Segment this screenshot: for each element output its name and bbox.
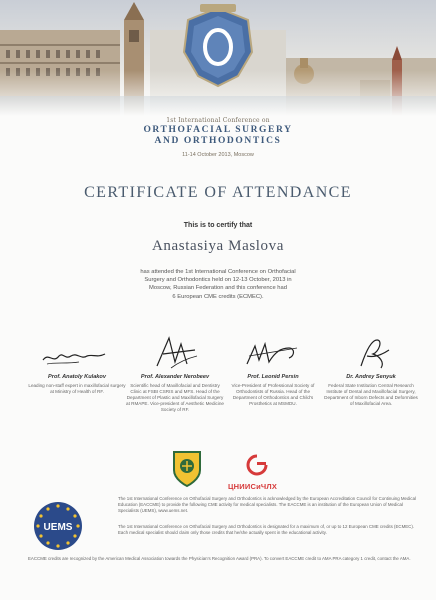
ama-paragraph: EACCME credits are recognized by the American Medical Association towards the Physician's Recognition Award (PRA). To convert EACCME credit to AMA PRA category 1 credit, contact the AMA.	[28, 556, 411, 561]
uems-logo	[28, 500, 88, 552]
cniis-logo	[228, 454, 288, 491]
signer-name: Prof. Leonid Persin	[247, 374, 299, 380]
cniis-emblem-icon	[246, 454, 268, 476]
signature-kulakov	[37, 334, 117, 372]
signatures-section	[28, 334, 420, 444]
conference-title-line1: ORTHOFACIAL SURGERY	[143, 125, 293, 135]
signature-nerobeev	[135, 334, 215, 372]
signer-name: Dr. Andrey Senyuk	[346, 374, 396, 380]
signer-description: Vice-President of Professional Society of Orthodontists of Russia. Head of the Department of Orthodontics and Child's Prosthetics at MSMDU.	[231, 383, 315, 406]
body-line: Moscow, Russian Federation and this conference had	[149, 285, 287, 292]
signature-persin	[233, 334, 313, 372]
signer-description: Federal State Institution Central Research Institute of Dental and Maxillofacial Surgery, Department of Inborn Defects and Deformities of Maxillofacial Area.	[324, 383, 418, 406]
certify-text: This is to certify that	[183, 222, 253, 229]
moscow-skyline-image	[0, 0, 436, 116]
certificate-title: CERTIFICATE OF ATTENDANCE	[84, 184, 352, 201]
conference-dates: 11-14 October 2013, Moscow	[182, 152, 254, 158]
signer-description: Scientific head of Maxillofacial and Dentistry Clinic at FSBI CSRIS and MFS. Head of the Department of Plastic and Maxillofacial Surgery at RMAPE. Vice-president of Aesthetic Medicine Society of RF.	[126, 383, 224, 412]
credits-paragraph: The 1st International Conference on Orthofacial Surgery and Orthodontics is designated for a maximum of, or up to 12 European CME credits (ECMEC). Each medical specialist should claim only those credits that he/she actually spent in the educational activity.	[118, 524, 415, 535]
body-line: has attended the 1st International Conference on Orthofacial	[140, 269, 296, 275]
signer-name: Prof. Anatoly Kulakov	[48, 374, 106, 380]
certificate-body	[118, 268, 318, 301]
accreditation-paragraph: The 1st International Conference on Orthofacial Surgery and Orthodontics is acknowledged by the European Accreditation Council for Continuing Medical Education (EACCME) to provide the following CME activity for medical specialists. The EACCME is an institution of the European Union of Medical Specialists (UEMS), www.uems.net.	[118, 496, 417, 513]
signature-senyuk	[331, 334, 411, 372]
accreditation-footer	[28, 496, 420, 596]
recipient-name: Anastasiya Maslova	[151, 238, 285, 254]
conference-edition: 1st International Conference on	[166, 117, 270, 124]
signer-persin	[224, 334, 322, 407]
cniis-name: ЦНИИСиЧЛХ	[228, 482, 278, 491]
organizer-logos	[150, 448, 300, 490]
signer-name: Prof. Alexander Nerobeev	[140, 374, 210, 380]
conference-title	[0, 125, 436, 147]
body-line: 6 European CME credits (ECMEC).	[172, 293, 264, 300]
signer-senyuk	[322, 334, 420, 407]
rmape-logo	[170, 448, 204, 488]
signer-nerobeev	[126, 334, 224, 413]
signer-kulakov	[28, 334, 126, 395]
body-line: Surgery and Orthodontics held on 12-13 October, 2013 in	[144, 277, 292, 284]
conference-title-line2: AND ORTHODONTICS	[154, 136, 282, 146]
signer-description: Leading non-staff expert in maxillofacial surgery at Ministry of Health of RF.	[28, 383, 126, 394]
uems-text: UEMS	[43, 522, 73, 533]
